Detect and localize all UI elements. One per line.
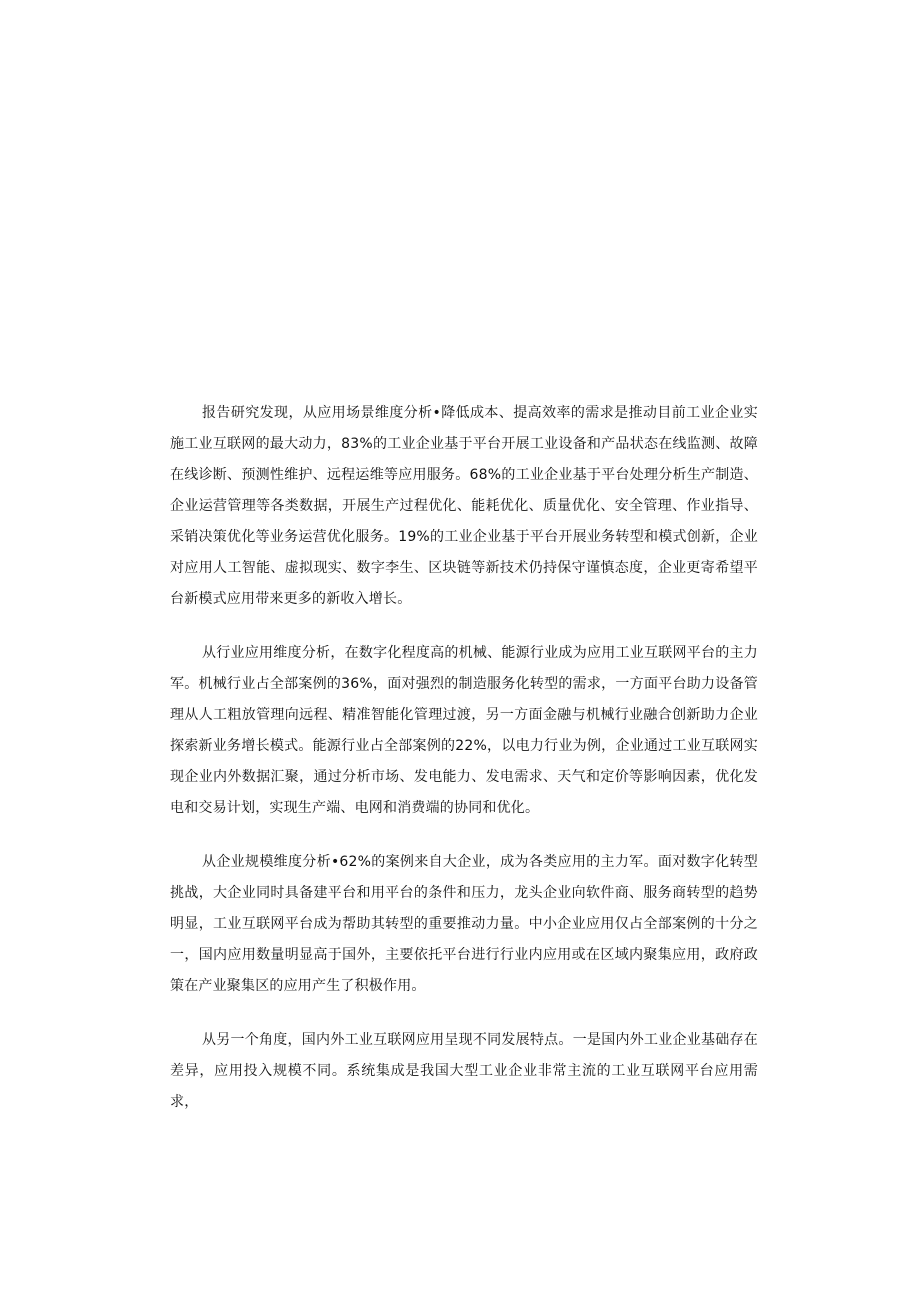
paragraph-industry-analysis: 从行业应用维度分析，在数字化程度高的机械、能源行业成为应用工业互联网平台的主力军。机械行业占全部案例的36%，面对强烈的制造服务化转型的需求，一方面平台助力设备管理从人工粗放管理向远程、精准智能化管理过渡，另一方面金融与机械行业融合创新助力企业探索新业务增长模式。能源行业占全部案例的22%，以电力行业为例，企业通过工业互联网实现企业内外数据汇聚，通过分析市场、发电能力、发电需求、天气和定价等影响因素，优化发电和交易计划，实现生产端、电网和消费端的协同和优化。 — [170, 645, 758, 816]
document-body — [170, 398, 758, 1141]
paragraph-enterprise-scale-analysis: 从企业规模维度分析•62%的案例来自大企业，成为各类应用的主力军。面对数字化转型挑战，大企业同时具备建平台和用平台的条件和压力，龙头企业向软件商、服务商转型的趋势明显，工业互联网平台成为帮助其转型的重要推动力量。中小企业应用仅占全部案例的十分之一，国内应用数量明显高于国外，主要依托平台进行行业内应用或在区域内聚集应用，政府政策在产业聚集区的应用产生了积极作用。 — [170, 854, 758, 994]
paragraph-scenario-analysis: 报告研究发现，从应用场景维度分析•降低成本、提高效率的需求是推动目前工业企业实施工业互联网的最大动力，83%的工业企业基于平台开展工业设备和产品状态在线监测、故障在线诊断、预测性维护、远程运维等应用服务。68%的工业企业基于平台处理分析生产制造、企业运营管理等各类数据，开展生产过程优化、能耗优化、质量优化、安全管理、作业指导、采销决策优化等业务运营优化服务。19%的工业企业基于平台开展业务转型和模式创新，企业对应用人工智能、虚拟现实、数字李生、区块链等新技术仍持保守谨慎态度，企业更寄希望平台新模式应用带来更多的新收入增长。 — [170, 405, 758, 607]
paragraph-domestic-foreign-comparison: 从另一个角度，国内外工业互联网应用呈现不同发展特点。一是国内外工业企业基础存在差异，应用投入规模不同。系统集成是我国大型工业企业非常主流的工业互联网平台应用需求， — [170, 1032, 758, 1110]
